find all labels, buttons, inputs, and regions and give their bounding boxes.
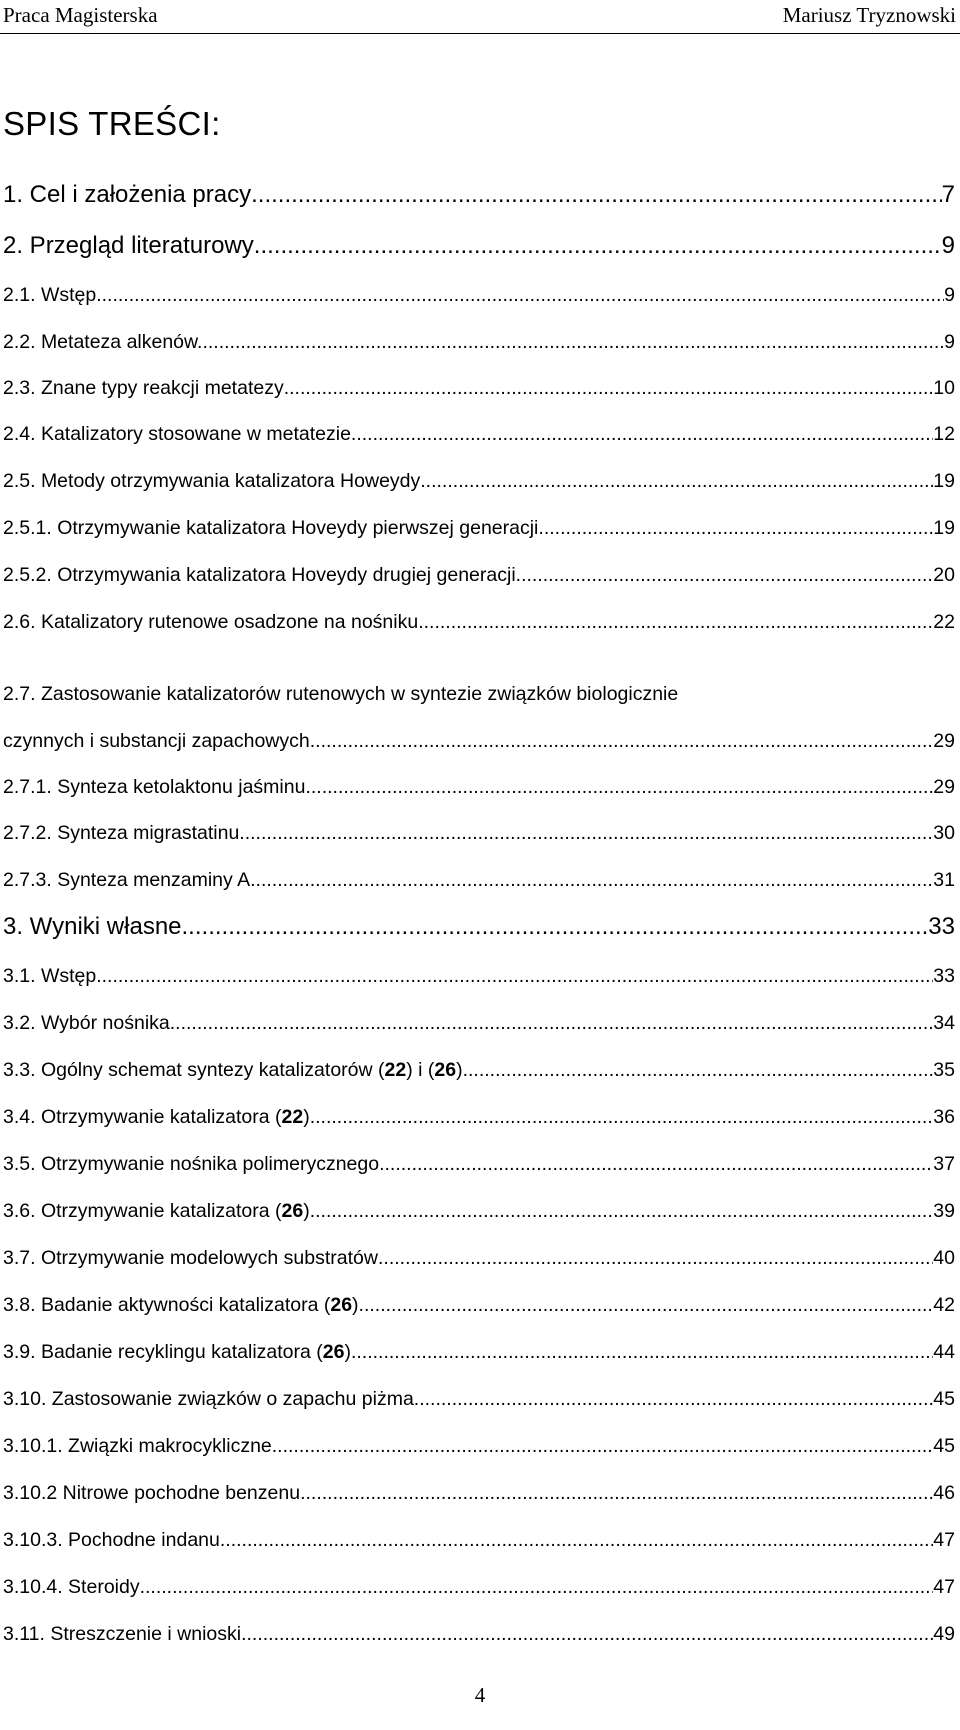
dot-leader bbox=[418, 611, 933, 634]
dot-leader bbox=[356, 423, 933, 446]
toc-entry-title: 3.2. Wybór nośnika bbox=[3, 1012, 170, 1034]
dot-leader bbox=[379, 1153, 933, 1176]
toc-entry-title: 3.4. Otrzymywanie katalizatora (22) bbox=[3, 1106, 310, 1128]
dot-leader bbox=[251, 181, 942, 209]
dot-leader bbox=[310, 730, 934, 753]
toc-entry-title: 2.7.2. Synteza migrastatinu bbox=[3, 822, 240, 844]
toc-entry bbox=[3, 331, 955, 354]
toc-entry-page: 47 bbox=[933, 1576, 955, 1598]
toc-entry-title: 2.7. Zastosowanie katalizatorów rutenowych w syntezie związków biologicznie bbox=[3, 683, 679, 705]
toc-entry-page: 29 bbox=[933, 776, 955, 798]
toc-entry-title: 2.3. Znane typy reakcji metatezy bbox=[3, 377, 284, 399]
toc-entry bbox=[3, 1294, 955, 1317]
toc-entry-continuation: czynnych i substancji zapachowych bbox=[3, 730, 310, 752]
dot-leader bbox=[140, 1576, 934, 1599]
toc-entry bbox=[3, 1482, 955, 1505]
dot-leader bbox=[414, 1388, 934, 1411]
dot-leader bbox=[284, 377, 934, 400]
toc-entry-title: 3.6. Otrzymywanie katalizatora (26) bbox=[3, 1200, 310, 1222]
toc-entry-title: 3. Wyniki własne bbox=[3, 913, 182, 940]
dot-leader bbox=[300, 1482, 933, 1505]
toc-entry bbox=[3, 822, 955, 845]
page-header bbox=[0, 0, 960, 30]
toc-entry-title: 3.10.4. Steroidy bbox=[3, 1576, 140, 1598]
toc-entry bbox=[3, 1529, 955, 1552]
dot-leader bbox=[305, 776, 933, 799]
toc-entry bbox=[3, 869, 955, 892]
toc-entry-page: 9 bbox=[944, 331, 955, 353]
dot-leader bbox=[96, 965, 933, 988]
dot-leader bbox=[351, 1341, 933, 1364]
toc-entry bbox=[3, 284, 955, 307]
toc-entry-page: 20 bbox=[933, 564, 955, 586]
toc-entry-page: 46 bbox=[933, 1482, 955, 1504]
toc-entry bbox=[3, 965, 955, 988]
toc-entry bbox=[3, 1435, 955, 1458]
toc-entry-page: 30 bbox=[933, 822, 955, 844]
dot-leader bbox=[182, 913, 929, 941]
toc-entry-page: 7 bbox=[941, 181, 955, 208]
toc-entry-page: 33 bbox=[928, 913, 955, 940]
header-author: Mariusz Tryznowski bbox=[782, 3, 956, 27]
toc-entry-page: 37 bbox=[933, 1153, 955, 1175]
dot-leader bbox=[310, 1200, 934, 1223]
toc-entry bbox=[3, 1012, 955, 1035]
toc-entry-page: 22 bbox=[933, 611, 955, 633]
toc-entry-title: 2.5.1. Otrzymywanie katalizatora Hoveydy pierwszej generacji. bbox=[3, 517, 544, 539]
toc-entry-page: 45 bbox=[933, 1388, 955, 1410]
dot-leader bbox=[202, 331, 944, 354]
toc-entry bbox=[3, 730, 955, 753]
toc-entry-page: 10 bbox=[933, 377, 955, 399]
toc-entry bbox=[3, 1388, 955, 1411]
toc-entry-page: 35 bbox=[933, 1059, 955, 1081]
page-number: 4 bbox=[474, 1683, 486, 1707]
dot-leader bbox=[220, 1529, 933, 1552]
toc-entry bbox=[3, 1106, 955, 1129]
toc-entry bbox=[3, 1153, 955, 1176]
toc-entry bbox=[3, 1576, 955, 1599]
toc-entry-title: 2.5. Metody otrzymywania katalizatora Howeydy bbox=[3, 470, 421, 492]
dot-leader bbox=[463, 1059, 934, 1082]
dot-leader bbox=[378, 1247, 933, 1270]
dot-leader bbox=[239, 822, 933, 845]
page-title: SPIS TREŚCI: bbox=[3, 105, 221, 142]
toc-entry bbox=[3, 1200, 955, 1223]
toc-entry bbox=[3, 377, 955, 400]
toc-entry bbox=[3, 564, 955, 587]
toc-entry-page: 19 bbox=[933, 470, 955, 492]
toc-entry-page: 47 bbox=[933, 1529, 955, 1551]
dot-leader bbox=[254, 232, 942, 260]
toc-entry bbox=[3, 611, 955, 634]
toc-entry bbox=[3, 913, 955, 941]
toc-entry-page: 9 bbox=[941, 232, 955, 259]
toc-entry-title: 2.1. Wstęp bbox=[3, 284, 97, 306]
toc-entry-title: 2.6. Katalizatory rutenowe osadzone na nośniku bbox=[3, 611, 419, 633]
toc-entry-title: 2.7.3. Synteza menzaminy A bbox=[3, 869, 251, 891]
toc-entry-title: 3.10.3. Pochodne indanu bbox=[3, 1529, 220, 1551]
toc-entry-title: 2.7.1. Synteza ketolaktonu jaśminu bbox=[3, 776, 306, 798]
toc-entry-page: 44 bbox=[933, 1341, 955, 1363]
toc-entry bbox=[3, 181, 955, 209]
toc-entry-page: 33 bbox=[933, 965, 955, 987]
toc-entry-title: 3.9. Badanie recyklingu katalizatora (26) bbox=[3, 1341, 351, 1363]
dot-leader bbox=[359, 1294, 934, 1317]
toc-entry-title: 3.1. Wstęp bbox=[3, 965, 97, 987]
dot-leader bbox=[310, 1106, 934, 1129]
toc-entry-page: 42 bbox=[933, 1294, 955, 1316]
toc-entry bbox=[3, 1059, 955, 1082]
toc-entry-page: 12 bbox=[933, 423, 955, 445]
toc-entry-title: 3.8. Badanie aktywności katalizatora (26) bbox=[3, 1294, 359, 1316]
toc-entry bbox=[3, 232, 955, 260]
dot-leader bbox=[170, 1012, 934, 1035]
toc-entry-title: 3.10. Zastosowanie związków o zapachu piżma bbox=[3, 1388, 414, 1410]
toc-entry-title: 3.5. Otrzymywanie nośnika polimerycznego bbox=[3, 1153, 380, 1175]
toc-entry-page: 9 bbox=[944, 284, 955, 306]
toc-entry-title: 3.11. Streszczenie i wnioski bbox=[3, 1623, 242, 1645]
dot-leader bbox=[521, 564, 933, 587]
toc-entry bbox=[3, 1623, 955, 1646]
toc-entry bbox=[3, 776, 955, 799]
toc-entry-page: 39 bbox=[933, 1200, 955, 1222]
dot-leader bbox=[544, 517, 933, 540]
toc-entry-title: 1. Cel i założenia pracy bbox=[3, 181, 252, 208]
toc-entry bbox=[3, 1341, 955, 1364]
toc-entry-title: 2.4. Katalizatory stosowane w metatezie. bbox=[3, 423, 357, 445]
header-thesis-type: Praca Magisterska bbox=[3, 3, 158, 27]
toc-entry-page: 19 bbox=[933, 517, 955, 539]
toc-entry-page: 29 bbox=[933, 730, 955, 752]
toc-entry bbox=[3, 517, 955, 540]
header-divider bbox=[0, 33, 960, 34]
toc-entry-title: 3.10.1. Związki makrocykliczne bbox=[3, 1435, 272, 1457]
dot-leader bbox=[420, 470, 933, 493]
toc-entry bbox=[3, 423, 955, 446]
toc-entry-title: 2. Przegląd literaturowy bbox=[3, 232, 254, 259]
toc-entry bbox=[3, 1247, 955, 1270]
toc-entry-page: 49 bbox=[933, 1623, 955, 1645]
toc-entry-title: 3.3. Ogólny schemat syntezy katalizatorów (22) i (26) bbox=[3, 1059, 463, 1081]
toc-entry-title: 2.2. Metateza alkenów. bbox=[3, 331, 203, 353]
dot-leader bbox=[250, 869, 933, 892]
toc-entry bbox=[3, 470, 955, 493]
toc-entry-title: 2.5.2. Otrzymywania katalizatora Hoveydy drugiej generacji. bbox=[3, 564, 522, 586]
dot-leader bbox=[96, 284, 944, 307]
dot-leader bbox=[241, 1623, 933, 1646]
toc-entry-page: 31 bbox=[933, 869, 955, 891]
toc-entry-title: 3.7. Otrzymywanie modelowych substratów bbox=[3, 1247, 378, 1269]
toc-entry-page: 40 bbox=[933, 1247, 955, 1269]
toc-entry-page: 34 bbox=[933, 1012, 955, 1034]
toc-entry-title: 3.10.2 Nitrowe pochodne benzenu bbox=[3, 1482, 301, 1504]
toc-entry-page: 45 bbox=[933, 1435, 955, 1457]
dot-leader bbox=[272, 1435, 934, 1458]
toc-entry-page: 36 bbox=[933, 1106, 955, 1128]
